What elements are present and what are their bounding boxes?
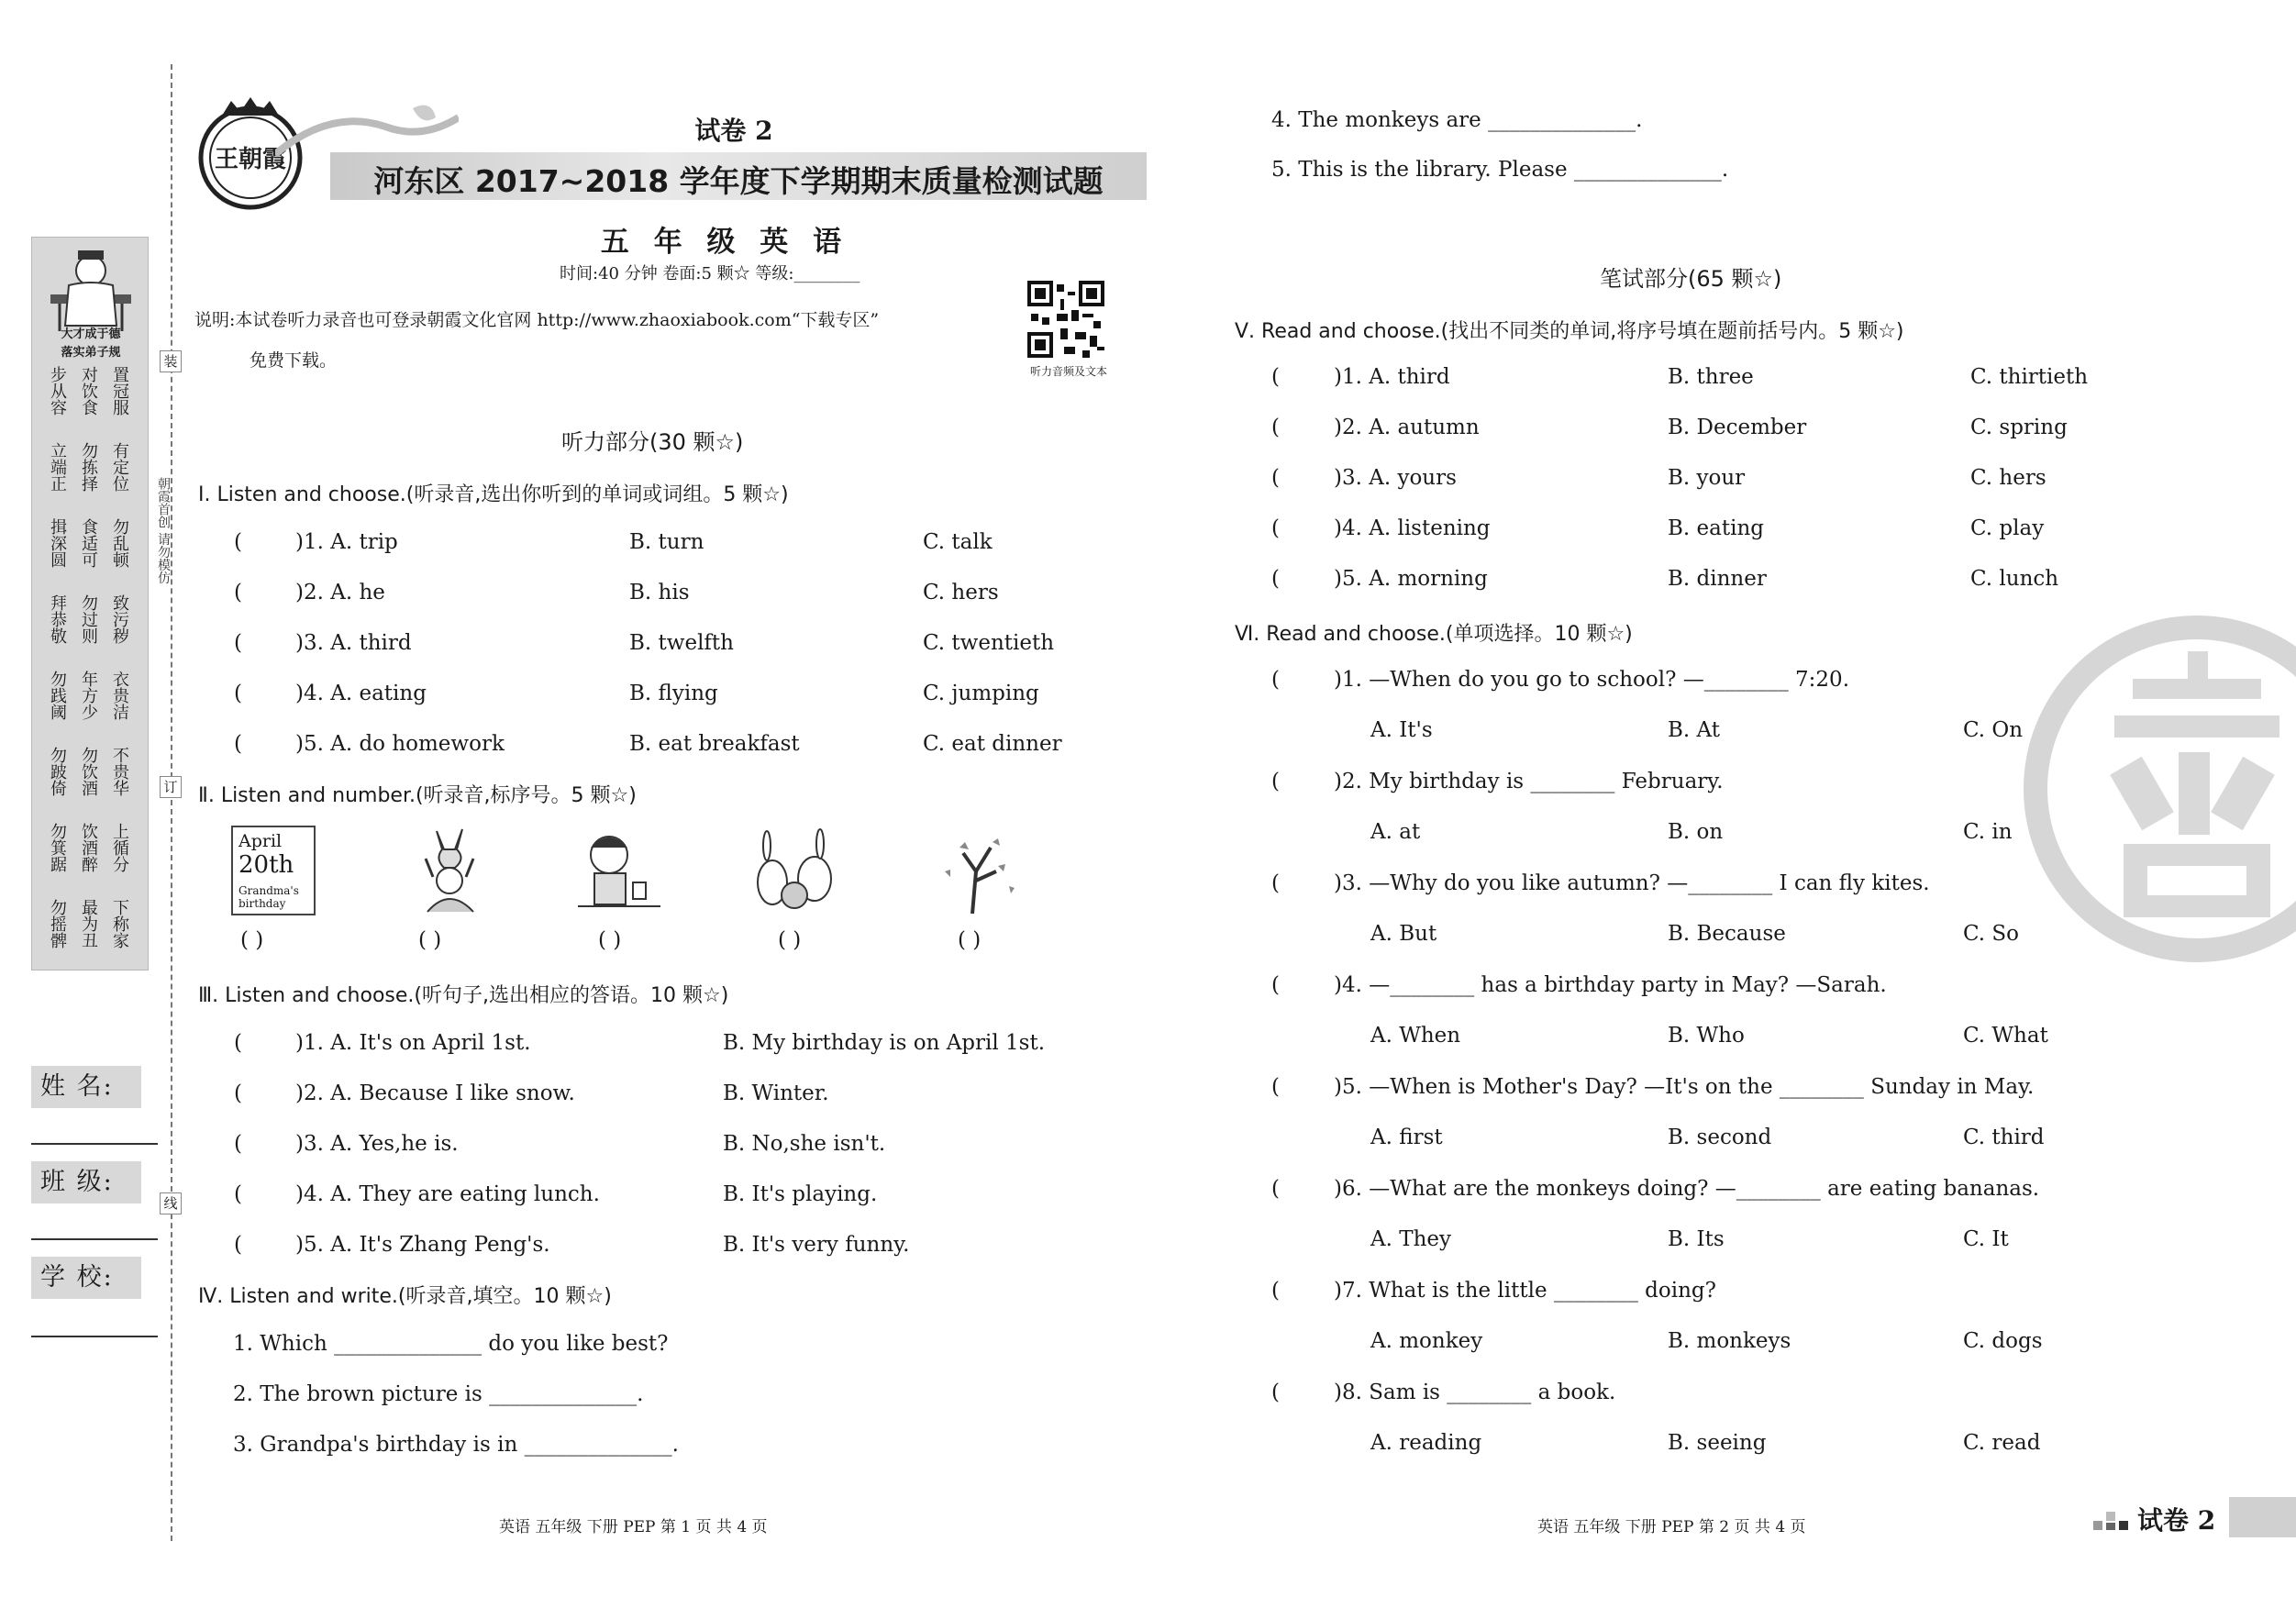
binding-char-2: 订 — [160, 776, 182, 798]
q6-item-4-c: C. What — [1963, 1024, 2048, 1048]
name-label: 姓 名: — [31, 1066, 141, 1108]
motto-col: 勿拣择 — [79, 442, 98, 492]
calendar-caption: Grandma's birthday — [238, 884, 299, 910]
motto-col: 勿乱顿 — [110, 518, 129, 568]
q1-item-3-c: C. twentieth — [923, 631, 1055, 655]
answer-blank[interactable]: ( — [234, 682, 242, 705]
class-field[interactable] — [31, 1238, 158, 1240]
motto-group-6 — [47, 747, 139, 820]
motto-col: 勿箕踞 — [48, 823, 67, 872]
answer-blank[interactable]: ( — [1271, 466, 1280, 490]
answer-blank[interactable]: ( — [1271, 416, 1280, 439]
school-label: 学 校: — [31, 1257, 141, 1299]
motto-group-8 — [47, 899, 139, 972]
answer-blank[interactable]: ( — [1271, 365, 1280, 389]
motto-col: 步从容 — [48, 366, 67, 416]
answer-blank[interactable]: ( — [1271, 770, 1280, 793]
motto-panel — [31, 237, 149, 970]
q3-item-1-a: )1. A. It's on April 1st. — [295, 1031, 531, 1055]
confidential-stamp — [2023, 615, 2296, 963]
answer-blank[interactable]: ( — [1271, 668, 1280, 692]
class-label: 班 级: — [31, 1161, 141, 1203]
q6-item-2-a: A. at — [1370, 820, 1421, 844]
picture-blank[interactable]: ( ) — [778, 928, 802, 952]
q5-item-2-a: )2. A. autumn — [1334, 416, 1480, 439]
motto-col: 食适可 — [79, 518, 98, 568]
motto-col: 上循分 — [110, 823, 129, 872]
q6-item-3-stem: )3. —Why do you like autumn? —________ I can fly kites. — [1334, 871, 1930, 895]
q1-item-3-a: )3. A. third — [295, 631, 412, 655]
picture-blank[interactable]: ( ) — [958, 928, 982, 952]
listening-heading: 听力部分(30 颗☆) — [561, 429, 744, 455]
qr-code[interactable] — [1027, 281, 1104, 358]
q1-title: Ⅰ. Listen and choose.(听录音,选出你听到的单词或词组。5 颗☆) — [198, 483, 789, 506]
corner-paper-tag: 试卷 2 — [2137, 1505, 2216, 1536]
binding-char-1: 装 — [160, 350, 182, 372]
q5-item-5-b: B. dinner — [1668, 567, 1767, 591]
q5-item-3-a: )3. A. yours — [1334, 466, 1457, 490]
answer-blank[interactable]: ( — [1271, 1279, 1280, 1303]
motto-col: 致污秽 — [110, 594, 129, 644]
q6-item-5-c: C. third — [1963, 1126, 2045, 1149]
instruction-note: 说明:本试卷听力录音也可登录朝霞文化官网 http://www.zhaoxiabook.com“下载专区” — [194, 310, 880, 330]
q6-title: Ⅵ. Read and choose.(单项选择。10 颗☆) — [1235, 623, 1633, 646]
motto-col: 拜恭敬 — [48, 594, 67, 644]
calendar-month: April — [238, 831, 283, 851]
q5-item-1-c: C. thirtieth — [1970, 365, 2089, 389]
answer-blank[interactable]: ( — [234, 530, 242, 554]
q6-item-3-a: A. But — [1370, 922, 1437, 946]
motto-col: 下称家 — [110, 899, 129, 948]
q6-item-6-b: B. Its — [1668, 1227, 1725, 1251]
svg-text:王朝霞: 王朝霞 — [214, 146, 287, 173]
answer-blank[interactable]: ( — [1271, 516, 1280, 540]
q1-item-1-a: )1. A. trip — [295, 530, 398, 554]
side-note: 朝霞首创 请勿模仿 — [156, 477, 171, 584]
q2-title: Ⅱ. Listen and number.(听录音,标序号。5 颗☆) — [198, 784, 637, 807]
calendar-day: 20th — [238, 851, 294, 879]
motto-columns — [47, 366, 139, 975]
q5-item-4-c: C. play — [1970, 516, 2045, 540]
binding-char-3: 线 — [160, 1192, 182, 1214]
motto-group-2 — [47, 442, 139, 516]
q6-item-5-a: A. first — [1370, 1126, 1443, 1149]
q1-item-4-a: )4. A. eating — [295, 682, 427, 705]
q4-item-3[interactable]: 3. Grandpa's birthday is in ______________. — [233, 1433, 679, 1457]
q6-item-5-b: B. second — [1668, 1126, 1772, 1149]
qr-caption: 听力音频及文本 — [1029, 365, 1107, 378]
answer-blank[interactable]: ( — [234, 1081, 242, 1105]
picture-blank[interactable]: ( ) — [418, 928, 442, 952]
q3-item-5-b: B. It's very funny. — [723, 1233, 910, 1257]
q5-item-5-a: )5. A. morning — [1334, 567, 1488, 591]
q6-item-8-a: A. reading — [1370, 1431, 1482, 1455]
answer-blank[interactable]: ( — [234, 732, 242, 756]
motto-group-3 — [47, 518, 139, 592]
scholar-illustration — [41, 243, 140, 335]
q6-item-1-c: C. On — [1963, 718, 2024, 742]
calendar-picture — [231, 826, 316, 915]
q6-item-6-c: C. It — [1963, 1227, 2009, 1251]
q6-item-8-stem: )8. Sam is ________ a book. — [1334, 1381, 1616, 1404]
q3-item-1-b: B. My birthday is on April 1st. — [723, 1031, 1046, 1055]
q5-item-4-b: B. eating — [1668, 516, 1764, 540]
motto-heading-1: 大才成于德 — [61, 327, 121, 341]
answer-blank[interactable]: ( — [234, 1233, 242, 1257]
q3-item-3-b: B. No,she isn't. — [723, 1132, 886, 1156]
q6-item-1-a: A. It's — [1370, 718, 1433, 742]
q3-item-2-a: )2. A. Because I like snow. — [295, 1081, 575, 1105]
q6-item-3-c: C. So — [1963, 922, 2020, 946]
motto-col: 勿饮酒 — [79, 747, 98, 796]
answer-blank[interactable]: ( — [234, 581, 242, 604]
writing-heading: 笔试部分(65 颗☆) — [1600, 266, 1782, 292]
q4-item-5[interactable]: 5. This is the library. Please ______________. — [1271, 158, 1729, 182]
q6-item-7-c: C. dogs — [1963, 1329, 2043, 1353]
motto-col: 对饮食 — [79, 366, 98, 416]
q1-item-2-c: C. hers — [923, 581, 999, 604]
q5-item-2-c: C. spring — [1970, 416, 2068, 439]
boy-drinking-picture — [569, 827, 670, 919]
answer-blank[interactable]: ( — [1271, 1177, 1280, 1201]
q6-item-4-a: A. When — [1370, 1024, 1461, 1048]
q6-item-2-b: B. on — [1668, 820, 1724, 844]
motto-col: 揖深圆 — [48, 518, 67, 568]
exam-title: 河东区 2017~2018 学年度下学期期末质量检测试题 — [373, 163, 1104, 199]
q6-item-4-b: B. Who — [1668, 1024, 1745, 1048]
motto-col: 衣贵洁 — [110, 671, 129, 720]
motto-group-1 — [47, 366, 139, 439]
q6-item-3-b: B. Because — [1668, 922, 1786, 946]
q6-item-2-stem: )2. My birthday is ________ February. — [1334, 770, 1724, 793]
motto-col: 勿践阈 — [48, 671, 67, 720]
answer-blank[interactable]: ( — [1271, 973, 1280, 997]
q6-item-7-b: B. monkeys — [1668, 1329, 1791, 1353]
q6-item-8-c: C. read — [1963, 1431, 2041, 1455]
picture-blank[interactable]: ( ) — [240, 928, 264, 952]
q5-item-1-b: B. three — [1668, 365, 1754, 389]
answer-blank[interactable]: ( — [1271, 1381, 1280, 1404]
q5-item-4-a: )4. A. listening — [1334, 516, 1491, 540]
answer-blank[interactable]: ( — [234, 631, 242, 655]
q5-item-5-c: C. lunch — [1970, 567, 2059, 591]
corner-bar — [2229, 1497, 2296, 1537]
q1-item-1-c: C. talk — [923, 530, 993, 554]
q4-item-2[interactable]: 2. The brown picture is ______________. — [233, 1382, 644, 1406]
name-field[interactable] — [31, 1143, 158, 1145]
tree-falling-leaves-picture — [926, 826, 1027, 917]
q5-item-1-a: )1. A. third — [1334, 365, 1450, 389]
boy-with-kangaroo-picture — [400, 822, 501, 914]
instruction-note-cont: 免费下载。 — [250, 350, 338, 371]
picture-blank[interactable]: ( ) — [598, 928, 622, 952]
q4-title: Ⅳ. Listen and write.(听录音,填空。10 颗☆) — [198, 1285, 612, 1308]
q6-item-1-stem: )1. —When do you go to school? —________ 7:20. — [1334, 668, 1850, 692]
q1-item-3-b: B. twelfth — [629, 631, 734, 655]
motto-col: 勿摇髀 — [48, 899, 67, 948]
footer-right: 英语 五年级 下册 PEP 第 2 页 共 4 页 — [1537, 1518, 1806, 1536]
school-field[interactable] — [31, 1336, 158, 1337]
motto-col: 置冠服 — [110, 366, 129, 416]
q6-item-7-stem: )7. What is the little ________ doing? — [1334, 1279, 1716, 1303]
rabbits-with-ball-picture — [745, 826, 846, 917]
answer-blank[interactable]: ( — [1271, 1075, 1280, 1099]
motto-col: 最为丑 — [79, 899, 98, 948]
q5-item-3-b: B. your — [1668, 466, 1746, 490]
subject-title: 五 年 级 英 语 — [600, 226, 849, 259]
q4-item-1[interactable]: 1. Which ______________ do you like best? — [233, 1332, 669, 1356]
motto-col: 立端正 — [48, 442, 67, 492]
motto-col: 饮酒醉 — [79, 823, 98, 872]
answer-blank[interactable]: ( — [234, 1031, 242, 1055]
q3-item-5-a: )5. A. It's Zhang Peng's. — [295, 1233, 550, 1257]
motto-col: 不贵华 — [110, 747, 129, 796]
q1-item-1-b: B. turn — [629, 530, 704, 554]
corner-dots — [2093, 1508, 2130, 1532]
motto-group-5 — [47, 671, 139, 744]
q6-item-6-a: A. They — [1370, 1227, 1451, 1251]
motto-heading-2: 落实弟子规 — [61, 346, 121, 360]
q4-item-4[interactable]: 4. The monkeys are ______________. — [1271, 108, 1643, 132]
motto-col: 勿过则 — [79, 594, 98, 644]
binding-strip — [0, 0, 183, 1597]
q6-item-7-a: A. monkey — [1370, 1329, 1483, 1353]
q3-title: Ⅲ. Listen and choose.(听句子,选出相应的答语。10 颗☆) — [198, 984, 729, 1007]
footer-left: 英语 五年级 下册 PEP 第 1 页 共 4 页 — [499, 1518, 768, 1536]
q5-item-2-b: B. December — [1668, 416, 1807, 439]
q1-item-5-a: )5. A. do homework — [295, 732, 505, 756]
q5-item-3-c: C. hers — [1970, 466, 2046, 490]
q6-item-5-stem: )5. —When is Mother's Day? —It's on the ________ Sunday in May. — [1334, 1075, 2035, 1099]
motto-col: 年方少 — [79, 671, 98, 720]
q3-item-3-a: )3. A. Yes,he is. — [295, 1132, 459, 1156]
answer-blank[interactable]: ( — [234, 1132, 242, 1156]
q6-item-8-b: B. seeing — [1668, 1431, 1767, 1455]
q3-item-4-b: B. It's playing. — [723, 1182, 878, 1206]
q6-item-6-stem: )6. —What are the monkeys doing? —________ are eating bananas. — [1334, 1177, 2040, 1201]
binding-dashed-line — [171, 64, 172, 1541]
q1-item-2-a: )2. A. he — [295, 581, 385, 604]
q1-item-5-c: C. eat dinner — [923, 732, 1062, 756]
q3-item-2-b: B. Winter. — [723, 1081, 829, 1105]
answer-blank[interactable]: ( — [1271, 871, 1280, 895]
q1-item-4-b: B. flying — [629, 682, 718, 705]
q6-item-4-stem: )4. —________ has a birthday party in May? —Sarah. — [1334, 973, 1887, 997]
time-info: 时间:40 分钟 卷面:5 颗☆ 等级:________ — [560, 264, 860, 283]
motto-col: 有定位 — [110, 442, 129, 492]
q6-item-2-c: C. in — [1963, 820, 2013, 844]
answer-blank[interactable]: ( — [234, 1182, 242, 1206]
motto-group-7 — [47, 823, 139, 896]
q1-item-4-c: C. jumping — [923, 682, 1039, 705]
q5-title: Ⅴ. Read and choose.(找出不同类的单词,将序号填在题前括号内。5 颗☆) — [1235, 320, 1904, 343]
paper-tag: 试卷 2 — [694, 116, 773, 146]
motto-col: 勿跛倚 — [48, 747, 67, 796]
q6-item-1-b: B. At — [1668, 718, 1720, 742]
q1-item-5-b: B. eat breakfast — [629, 732, 800, 756]
motto-group-4 — [47, 594, 139, 668]
q1-item-2-b: B. his — [629, 581, 690, 604]
q3-item-4-a: )4. A. They are eating lunch. — [295, 1182, 600, 1206]
answer-blank[interactable]: ( — [1271, 567, 1280, 591]
